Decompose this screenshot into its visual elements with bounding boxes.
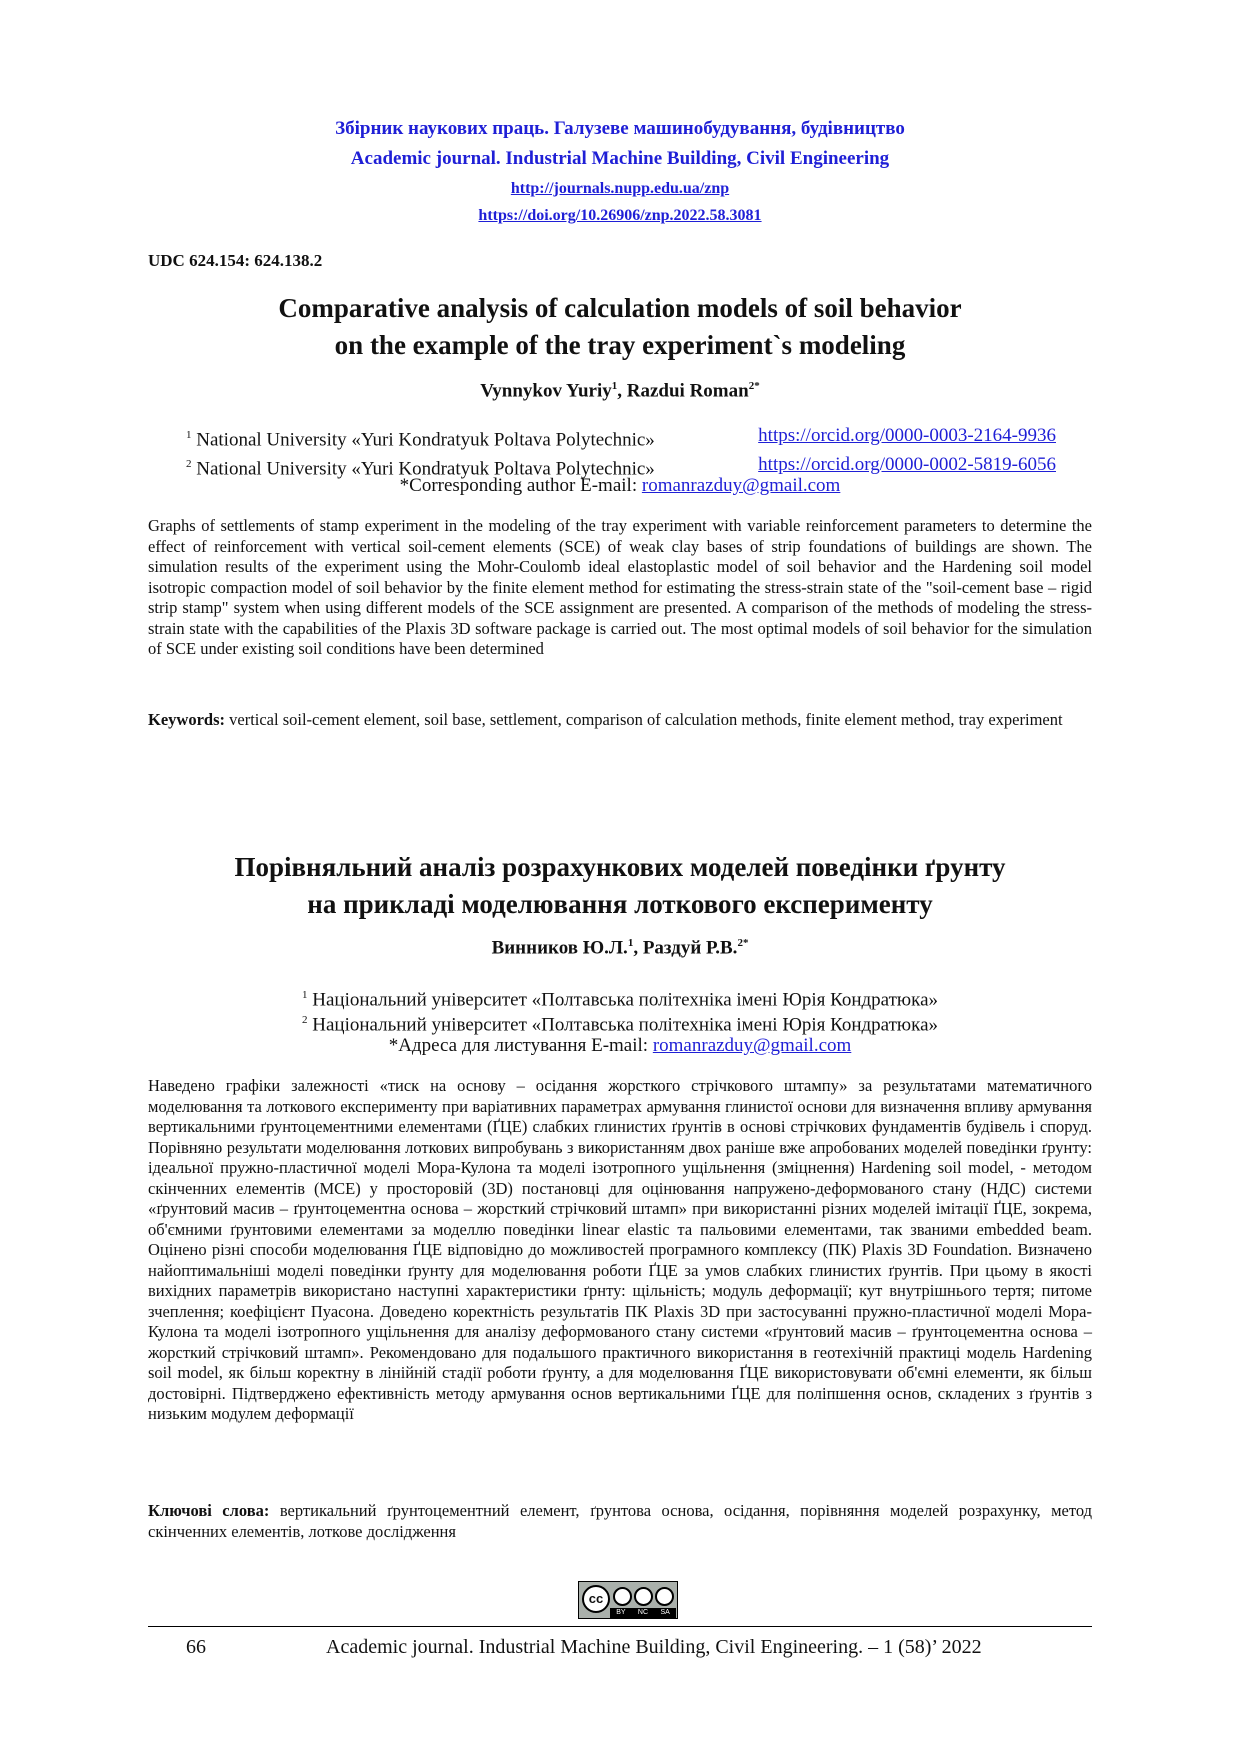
author-2-name: Razdui Roman — [626, 380, 749, 402]
paper-title-en — [0, 290, 1240, 364]
author-1-name-ua: Винников Ю.Л. — [491, 937, 628, 959]
corresponding-email-link-en[interactable]: romanrazduy@gmail.com — [641, 475, 841, 496]
author-1-sup: 1 — [611, 380, 618, 392]
keywords-label-en: Keywords: — [148, 710, 225, 729]
orcid-2-link[interactable]: https://orcid.org/0000-0002-5819-6056 — [758, 454, 1056, 476]
paper-title-ua-line1: Порівняльний аналіз розрахункових моделей поведінки ґрунту — [234, 852, 1006, 882]
author-sep-ua: , — [633, 937, 643, 959]
nc-icon — [634, 1587, 653, 1606]
corresponding-label-ua: *Адреса для листування E-mail: — [388, 1035, 653, 1056]
author-1-sup-ua: 1 — [627, 937, 634, 949]
abstract-en: Graphs of settlements of stamp experiment in the modeling of the tray experiment with variable reinforcement parameters to determine the effect of reinforcement with vertical soil-cement elements (SCE) of weak clay bases of strip foundations of buildings are shown. The simulation results of the experiment using the Mohr-Coulomb ideal elastoplastic model of soil behavior and the Hardening soil model isotropic compaction model of soil behavior by the finite element method for estimating the stress-strain state of the "soil-cement base – rigid strip stamp" system when using different models of the SCE assignment are presented. A comparison of the methods of modeling the stress-strain state with the capabilities of the Plaxis 3D software package is carried out. The most optimal models of soil behavior for the simulation of SCE under existing soil conditions have been determined — [148, 516, 1092, 658]
footer-divider — [148, 1626, 1092, 1627]
affiliation-2-ua: $^2$ Національний університет «Полтавська політехніка імені Юрія Кондратюка» — [302, 1014, 938, 1036]
corresponding-author-en — [0, 473, 1240, 498]
cc-license-badge[interactable] — [578, 1581, 678, 1619]
doi-link[interactable]: https://doi.org/10.26906/znp.2022.58.3081 — [478, 207, 762, 224]
footer-journal-text: Academic journal. Industrial Machine Building, Civil Engineering. – 1 (58)’ 2022 — [326, 1636, 982, 1658]
corresponding-email-link-ua[interactable]: romanrazduy@gmail.com — [652, 1035, 852, 1056]
keywords-en — [148, 710, 1092, 731]
paper-title-ua-line2: на прикладі моделювання лоткового експерименту — [307, 889, 933, 919]
affiliation-2: $^2$ National University «Yuri Kondratyuk Poltava Polytechnic» — [186, 458, 655, 480]
keywords-text-en: vertical soil-cement element, soil base, settlement, comparison of calculation methods, finite element method, tray experiment — [225, 710, 1063, 729]
author-sep: , — [617, 380, 627, 402]
paper-title-ua — [0, 849, 1240, 923]
keywords-label-ua: Ключові слова: — [148, 1501, 270, 1520]
paper-title-en-line2: on the example of the tray experiment`s modeling — [334, 330, 906, 360]
author-2-name-ua: Раздуй Р.В. — [642, 937, 738, 959]
corresponding-author-ua — [0, 1033, 1240, 1058]
affiliation-1: $^1$ National University «Yuri Kondratyuk Poltava Polytechnic» — [186, 429, 655, 451]
keywords-ua — [148, 1501, 1092, 1542]
page-number: 66 — [186, 1636, 206, 1658]
journal-title-en: Academic journal. Industrial Machine Building, Civil Engineering — [350, 148, 890, 169]
udc-code: UDC 624.154: 624.138.2 — [148, 251, 323, 270]
author-1-name: Vynnykov Yuriy — [480, 380, 612, 402]
by-icon — [613, 1587, 632, 1606]
sa-icon — [655, 1587, 674, 1606]
cc-icon: cc — [582, 1585, 610, 1613]
journal-url-link[interactable]: http://journals.nupp.edu.ua/znp — [510, 180, 730, 197]
authors-ua — [0, 937, 1240, 959]
journal-title-ua: Збірник наукових праць. Галузеве машинобудування, будівництво — [335, 118, 905, 139]
keywords-text-ua: вертикальний ґрунтоцементний елемент, ґрунтова основа, осідання, порівняння моделей розрахунку, метод скінченних елементів, лоткове дослідження — [148, 1501, 1092, 1541]
author-2-sup-ua: 2* — [737, 937, 749, 949]
abstract-ua: Наведено графіки залежності «тиск на основу – осідання жорсткого стрічкового штампу» за результатами математичного моделювання та лоткового експерименту при варіативних параметрах армування глинистої основи для визначення впливу армування вертикальними ґрунтоцементними елементами (ҐЦЕ) слабких глинистих ґрунтів в основі стрічкових фундаментів будівель і споруд. Порівняно результати моделювання лоткових випробувань з використанням двох раніше вже апробованих моделей поведінки ґрунту: ідеальної пружно-пластичної моделі Мора-Кулона та моделі ізотропного ущільнення (зміцнення) Hardening soil model, - методом скінченних елементів (МСЕ) у просторовій (3D) постановці для оцінювання напружено-деформованого стану (НДС) системи «ґрунтовий масив – ґрунтоцементна основа – жорсткий стрічковий штамп» при використанні різних моделей імітації ҐЦЕ, зокрема, об'ємними ґрунтовими елементами за моделлю поведінки linear elastic та пальовими елементами, так званими embedded beam. Оцінено різні способи моделювання ҐЦЕ відповідно до можливостей програмного комплексу (ПК) Plaxis 3D Foundation. Визначено найоптимальніші моделі поведінки ґрунту для моделювання роботи ҐЦЕ за умов слабких глинистих ґрунтів. При цьому в якості вихідних параметрів використано наступні характеристики ґрнту: щільність; модуль деформації; кут внутрішнього тертя; питоме зчеплення; коефіцієнт Пуасона. Доведено коректність результатів ПК Plaxis 3D при застосуванні пружно-пластичної моделі Мора-Кулона та моделі ізотропного ущільнення для аналізу деформованого стану системи «ґрунтовий масив – ґрунтоцементна основа – жорсткий стрічковий штамп». Рекомендовано для подальшого практичного використання в геотехічній практиці модель Hardening soil model, як більш коректну в лінійній стадії роботи ґрунту, а для моделювання ҐЦЕ використовувати об'ємні елементи, як більш достовірні. Підтверджено ефективність методу армування основ вертикальними ҐЦЕ для поліпшення основ, складених з ґрунтів з низьким модулем деформації — [148, 1076, 1092, 1423]
license-labels: BY NC SA — [610, 1608, 676, 1618]
corresponding-label-en: *Corresponding author E-mail: — [399, 475, 642, 496]
orcid-1-link[interactable]: https://orcid.org/0000-0003-2164-9936 — [758, 425, 1056, 446]
authors-en — [0, 380, 1240, 402]
author-2-sup: 2* — [748, 380, 760, 392]
affiliation-1-ua: $^1$ Національний університет «Полтавська політехніка імені Юрія Кондратюка» — [302, 989, 938, 1011]
paper-title-en-line1: Comparative analysis of calculation models of soil behavior — [278, 293, 962, 323]
